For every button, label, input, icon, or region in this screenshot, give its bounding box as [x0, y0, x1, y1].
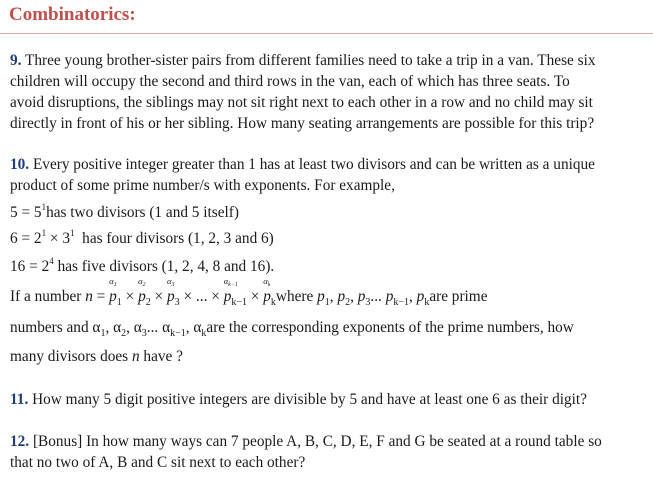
question-9-line-4: directly in front of his or her sibling. How many seating arrangements are possible for this trip? [10, 115, 595, 132]
question-12-line-2: that no two of A, B and C sit next to each other? [10, 454, 306, 471]
question-10-number: 10. [10, 156, 30, 173]
question-11-line-1: 11. How many 5 digit positive integers are divisible by 5 and have at least one 6 as their digit? [10, 391, 587, 408]
example-6: $6 = 2^1 \times 3^1$ has four divisors (1, 2, 3 and 6) [10, 228, 274, 247]
question-9-line-3: avoid disruptions, the siblings may not sit right next to each other in a row and no child may sit [10, 94, 593, 111]
exponents-line: numbers and $\alpha_1$, $\alpha_2$, $\alpha_3$... $\alpha_{k-1}$, $\alpha_kare$ the corresponding exponents of the prime numbers, how [10, 319, 574, 339]
question-11 [10, 389, 643, 410]
question-10-line-2: product of some prime number/s with exponents. For example, [10, 177, 395, 194]
question-9-line-1: 9. Three young brother-sister pairs from different families need to take a trip in a van. These six [10, 52, 596, 69]
question-9-number: 9. [10, 52, 22, 69]
section-title: Combinatorics: [9, 4, 136, 25]
question-12 [10, 431, 643, 473]
question-9 [10, 50, 643, 134]
question-10-line-1: 10. Every positive integer greater than 1 has at least two divisors and can be written as a unique [10, 156, 595, 173]
question-10-last-line: many divisors does n have ? [10, 348, 183, 365]
question-11-number: 11. [10, 391, 29, 408]
prime-factorization-formula: If a number n = p $\alpha_1$ $_1$ × p $\alpha_2$ $_2$ × p $\alpha_3$ $_3$ × ... × p $\alpha_{k-1}$ $_{k-1}$ × p $\alpha_k$ $_k$where $p_1$, $p_2$, $p_3$... $p_{k-1}$, $p_kare$ prime [10, 276, 488, 308]
question-10-intro [10, 154, 643, 196]
title-divider [0, 33, 653, 34]
question-12-line-1: 12. [Bonus] In how many ways can 7 people A, B, C, D, E, F and G be seated at a round table so [10, 433, 602, 450]
question-9-line-2: children will occupy the second and third rows in the van, each of which has three seats. To [10, 73, 570, 90]
question-12-number: 12. [10, 433, 30, 450]
example-16: $16 = 2^4$ has five divisors (1, 2, 4, 8 and 16). [10, 256, 275, 275]
example-5: $5 = 5^1has$ two divisors (1 and 5 itself) [10, 202, 239, 221]
